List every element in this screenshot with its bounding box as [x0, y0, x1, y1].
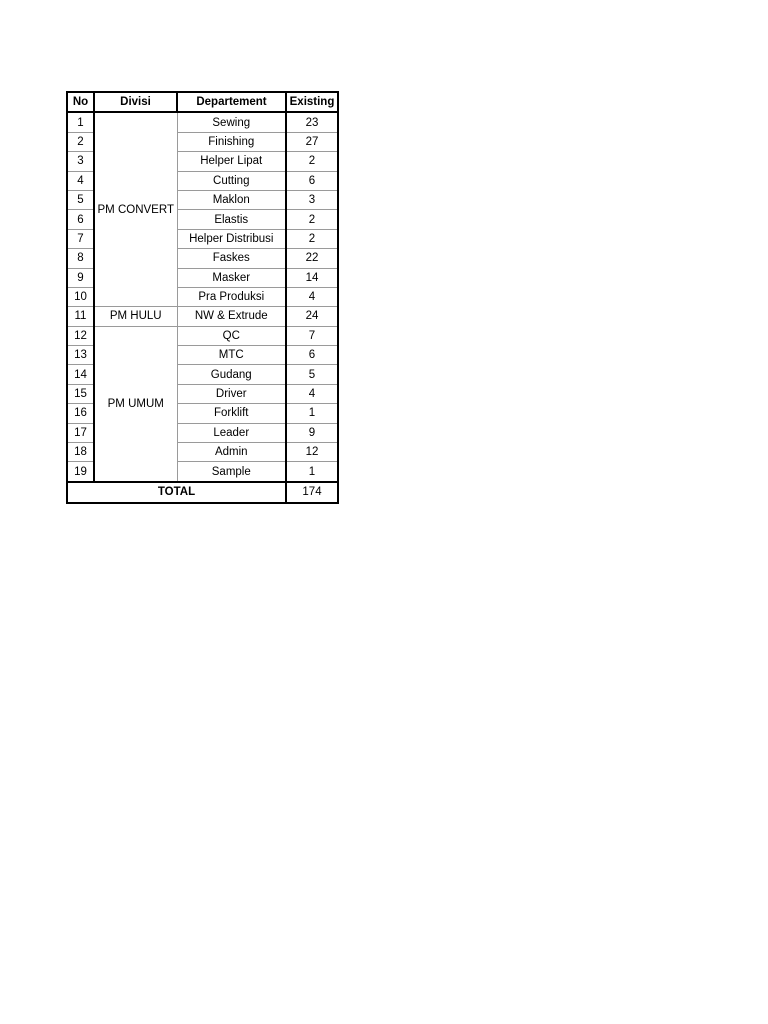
row-existing: 1: [286, 462, 338, 482]
row-no: 6: [67, 210, 94, 229]
row-existing: 5: [286, 365, 338, 384]
header-existing: Existing: [286, 92, 338, 112]
table-row: [67, 326, 338, 345]
row-no: 5: [67, 190, 94, 209]
row-divisi: PM HULU: [94, 307, 177, 326]
row-departement: MTC: [177, 346, 286, 365]
header-divisi: Divisi: [94, 92, 177, 112]
row-existing: 12: [286, 443, 338, 462]
row-no: 10: [67, 287, 94, 306]
row-divisi: PM CONVERT: [94, 112, 177, 306]
row-departement: Masker: [177, 268, 286, 287]
row-departement: Faskes: [177, 249, 286, 268]
row-no: 15: [67, 384, 94, 403]
table-footer: [67, 482, 338, 503]
row-existing: 7: [286, 326, 338, 345]
row-existing: 2: [286, 152, 338, 171]
row-no: 3: [67, 152, 94, 171]
row-existing: 6: [286, 346, 338, 365]
row-existing: 3: [286, 190, 338, 209]
row-existing: 27: [286, 132, 338, 151]
row-departement: Elastis: [177, 210, 286, 229]
row-departement: Driver: [177, 384, 286, 403]
row-existing: 24: [286, 307, 338, 326]
header-departement: Departement: [177, 92, 286, 112]
row-departement: Helper Lipat: [177, 152, 286, 171]
row-no: 2: [67, 132, 94, 151]
total-label: TOTAL: [67, 482, 286, 503]
row-no: 17: [67, 423, 94, 442]
row-departement: Helper Distribusi: [177, 229, 286, 248]
row-existing: 1: [286, 404, 338, 423]
table-row: [67, 112, 338, 132]
row-no: 8: [67, 249, 94, 268]
row-existing: 23: [286, 112, 338, 132]
row-departement: Sewing: [177, 112, 286, 132]
row-no: 19: [67, 462, 94, 482]
department-headcount-table: [66, 91, 339, 504]
row-existing: 9: [286, 423, 338, 442]
row-existing: 2: [286, 210, 338, 229]
header-no: No: [67, 92, 94, 112]
row-no: 12: [67, 326, 94, 345]
header-row: [67, 92, 338, 112]
row-existing: 4: [286, 287, 338, 306]
row-no: 13: [67, 346, 94, 365]
row-departement: Forklift: [177, 404, 286, 423]
table-header: [67, 92, 338, 112]
row-departement: Finishing: [177, 132, 286, 151]
row-no: 1: [67, 112, 94, 132]
row-departement: Admin: [177, 443, 286, 462]
row-no: 14: [67, 365, 94, 384]
total-value: 174: [286, 482, 338, 503]
row-existing: 6: [286, 171, 338, 190]
row-departement: Cutting: [177, 171, 286, 190]
row-no: 9: [67, 268, 94, 287]
row-no: 18: [67, 443, 94, 462]
row-existing: 14: [286, 268, 338, 287]
row-departement: Maklon: [177, 190, 286, 209]
table-body: [67, 112, 338, 481]
row-existing: 2: [286, 229, 338, 248]
row-existing: 4: [286, 384, 338, 403]
row-existing: 22: [286, 249, 338, 268]
row-departement: Pra Produksi: [177, 287, 286, 306]
row-departement: Sample: [177, 462, 286, 482]
row-departement: Gudang: [177, 365, 286, 384]
row-no: 11: [67, 307, 94, 326]
total-row: [67, 482, 338, 503]
row-no: 16: [67, 404, 94, 423]
row-divisi: PM UMUM: [94, 326, 177, 482]
row-departement: NW & Extrude: [177, 307, 286, 326]
row-departement: QC: [177, 326, 286, 345]
row-no: 7: [67, 229, 94, 248]
table-row: [67, 307, 338, 326]
row-no: 4: [67, 171, 94, 190]
row-departement: Leader: [177, 423, 286, 442]
